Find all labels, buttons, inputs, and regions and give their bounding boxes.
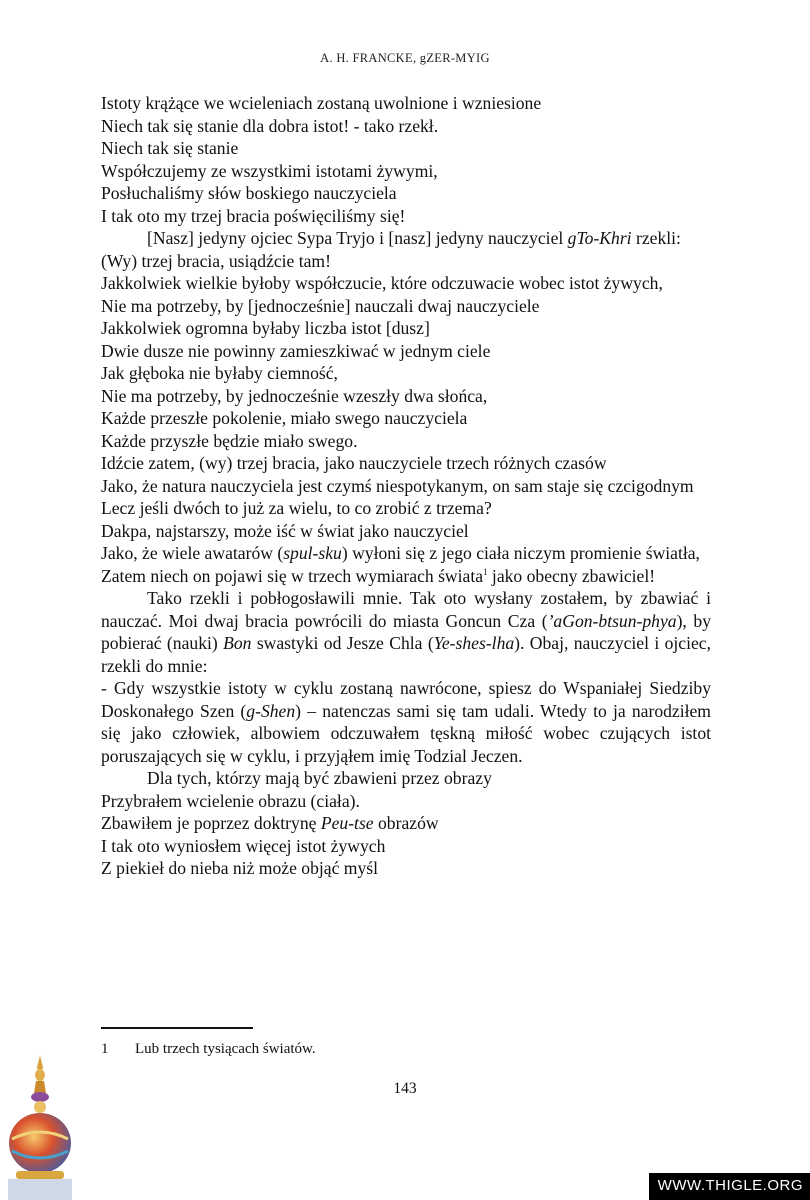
- verse-line: Niech tak się stanie dla dobra istot! - tako rzekł.: [101, 115, 439, 136]
- footnote-number: 1: [101, 1041, 109, 1057]
- verse-line: Współczujemy ze wszystkimi istotami żywymi,: [101, 160, 438, 181]
- verse-line: Nie ma potrzeby, by jednocześnie wzeszły dwa słońca,: [101, 385, 488, 406]
- paragraph-gdy: - Gdy wszystkie istoty w cyklu zostaną nawrócone, spiesz do Wspaniałej Siedziby Doskonałego Szen (g-Shen) – natenczas sami się tam udali. Wtedy to ja narodziłem się jako człowiek, albowiem odczuwałem tęskną miłość wobec czujących istot poruszających się w cyklu, i przyjąłem imię Todzial Jeczen.: [101, 678, 711, 766]
- verse-line: Niech tak się stanie: [101, 138, 239, 158]
- paragraph-tako: Tako rzekli i pobłogosławili mnie. Tak oto wysłany zostałem, by zbawiać i nauczać. Moi dwaj bracia powrócili do miasta Goncun Cza (’aGon-btsun-phya), by pobierać (nauki) Bon swastyki od Jesze Chla (Ye-shes-lha). Obaj, nauczyciel i ojciec, rzekli do mnie:: [101, 588, 712, 676]
- paragraph-nasz: [Nasz] jedyny ojciec Sypa Tryjo i [nasz] jedyny nauczyciel gTo-Khri rzekli:: [147, 228, 681, 248]
- verse-line: Dwie dusze nie powinny zamieszkiwać w jednym ciele: [101, 340, 491, 361]
- verse-line: Jako, że natura nauczyciela jest czymś niespotykanym, on sam staje się czcigodnym: [101, 475, 694, 496]
- verse-line: Idźcie zatem, (wy) trzej bracia, jako nauczyciele trzech różnych czasów: [101, 453, 607, 473]
- verse-line: (Wy) trzej bracia, usiądźcie tam!: [101, 250, 331, 271]
- verse-line: Jakkolwiek ogromna byłaby liczba istot [dusz]: [101, 318, 430, 338]
- footnote: [101, 1039, 701, 1059]
- page-number: 143: [393, 1080, 417, 1097]
- verse-line-zatem: Zatem niech on pojawi się w trzech wymiarach świata$^1$ jako obecny zbawiciel!: [101, 565, 656, 586]
- verse-line: I tak oto wyniosłem więcej istot żywych: [101, 835, 386, 856]
- footnote-divider: [101, 1027, 253, 1029]
- verse-line: Każde przeszłe pokolenie, miało swego nauczyciela: [101, 408, 468, 428]
- verse-line: I tak oto my trzej bracia poświęciliśmy się!: [101, 205, 406, 226]
- verse-line: Posłuchaliśmy słów boskiego nauczyciela: [101, 183, 397, 203]
- verse-line: Każde przyszłe będzie miało swego.: [101, 430, 358, 451]
- term-gtokhri: gTo-Khri: [567, 228, 632, 248]
- site-watermark: WWW.THIGLE.ORG: [649, 1173, 810, 1200]
- footnote-text: Lub trzech tysiącach światów.: [135, 1041, 316, 1057]
- verse-line: Nie ma potrzeby, by [jednocześnie] nauczali dwaj nauczyciele: [101, 295, 540, 316]
- verse-line: Zbawiłem je poprzez doktrynę Peu-tse obrazów: [101, 813, 439, 833]
- verse-line: Dakpa, najstarszy, może iść w świat jako nauczyciel: [101, 520, 469, 541]
- verse-line: Z piekieł do nieba niż może objąć myśl: [101, 858, 379, 878]
- verse-line-avatar: Jako, że wiele awatarów (spul-sku) wyłoni się z jego ciała niczym promienie światła,: [101, 543, 700, 563]
- running-header: A. H. FRANCKE, gZER-MYIG: [320, 51, 490, 65]
- stupa-finial-icon: [0, 1055, 80, 1200]
- verse-line: Jakkolwiek wielkie byłoby współczucie, które odczuwacie wobec istot żywych,: [101, 273, 663, 293]
- paragraph-dla: Dla tych, którzy mają być zbawieni przez obrazy: [147, 768, 492, 788]
- verse-line: Jak głęboka nie byłaby ciemność,: [101, 363, 338, 383]
- footnote-ref: 1: [483, 566, 488, 577]
- body-text: [101, 92, 711, 880]
- verse-line: Lecz jeśli dwóch to już za wielu, to co zrobić z trzema?: [101, 498, 492, 518]
- verse-line: Przybrałem wcielenie obrazu (ciała).: [101, 790, 360, 811]
- verse-line: Istoty krążące we wcieleniach zostaną uwolnione i wzniesione: [101, 93, 542, 113]
